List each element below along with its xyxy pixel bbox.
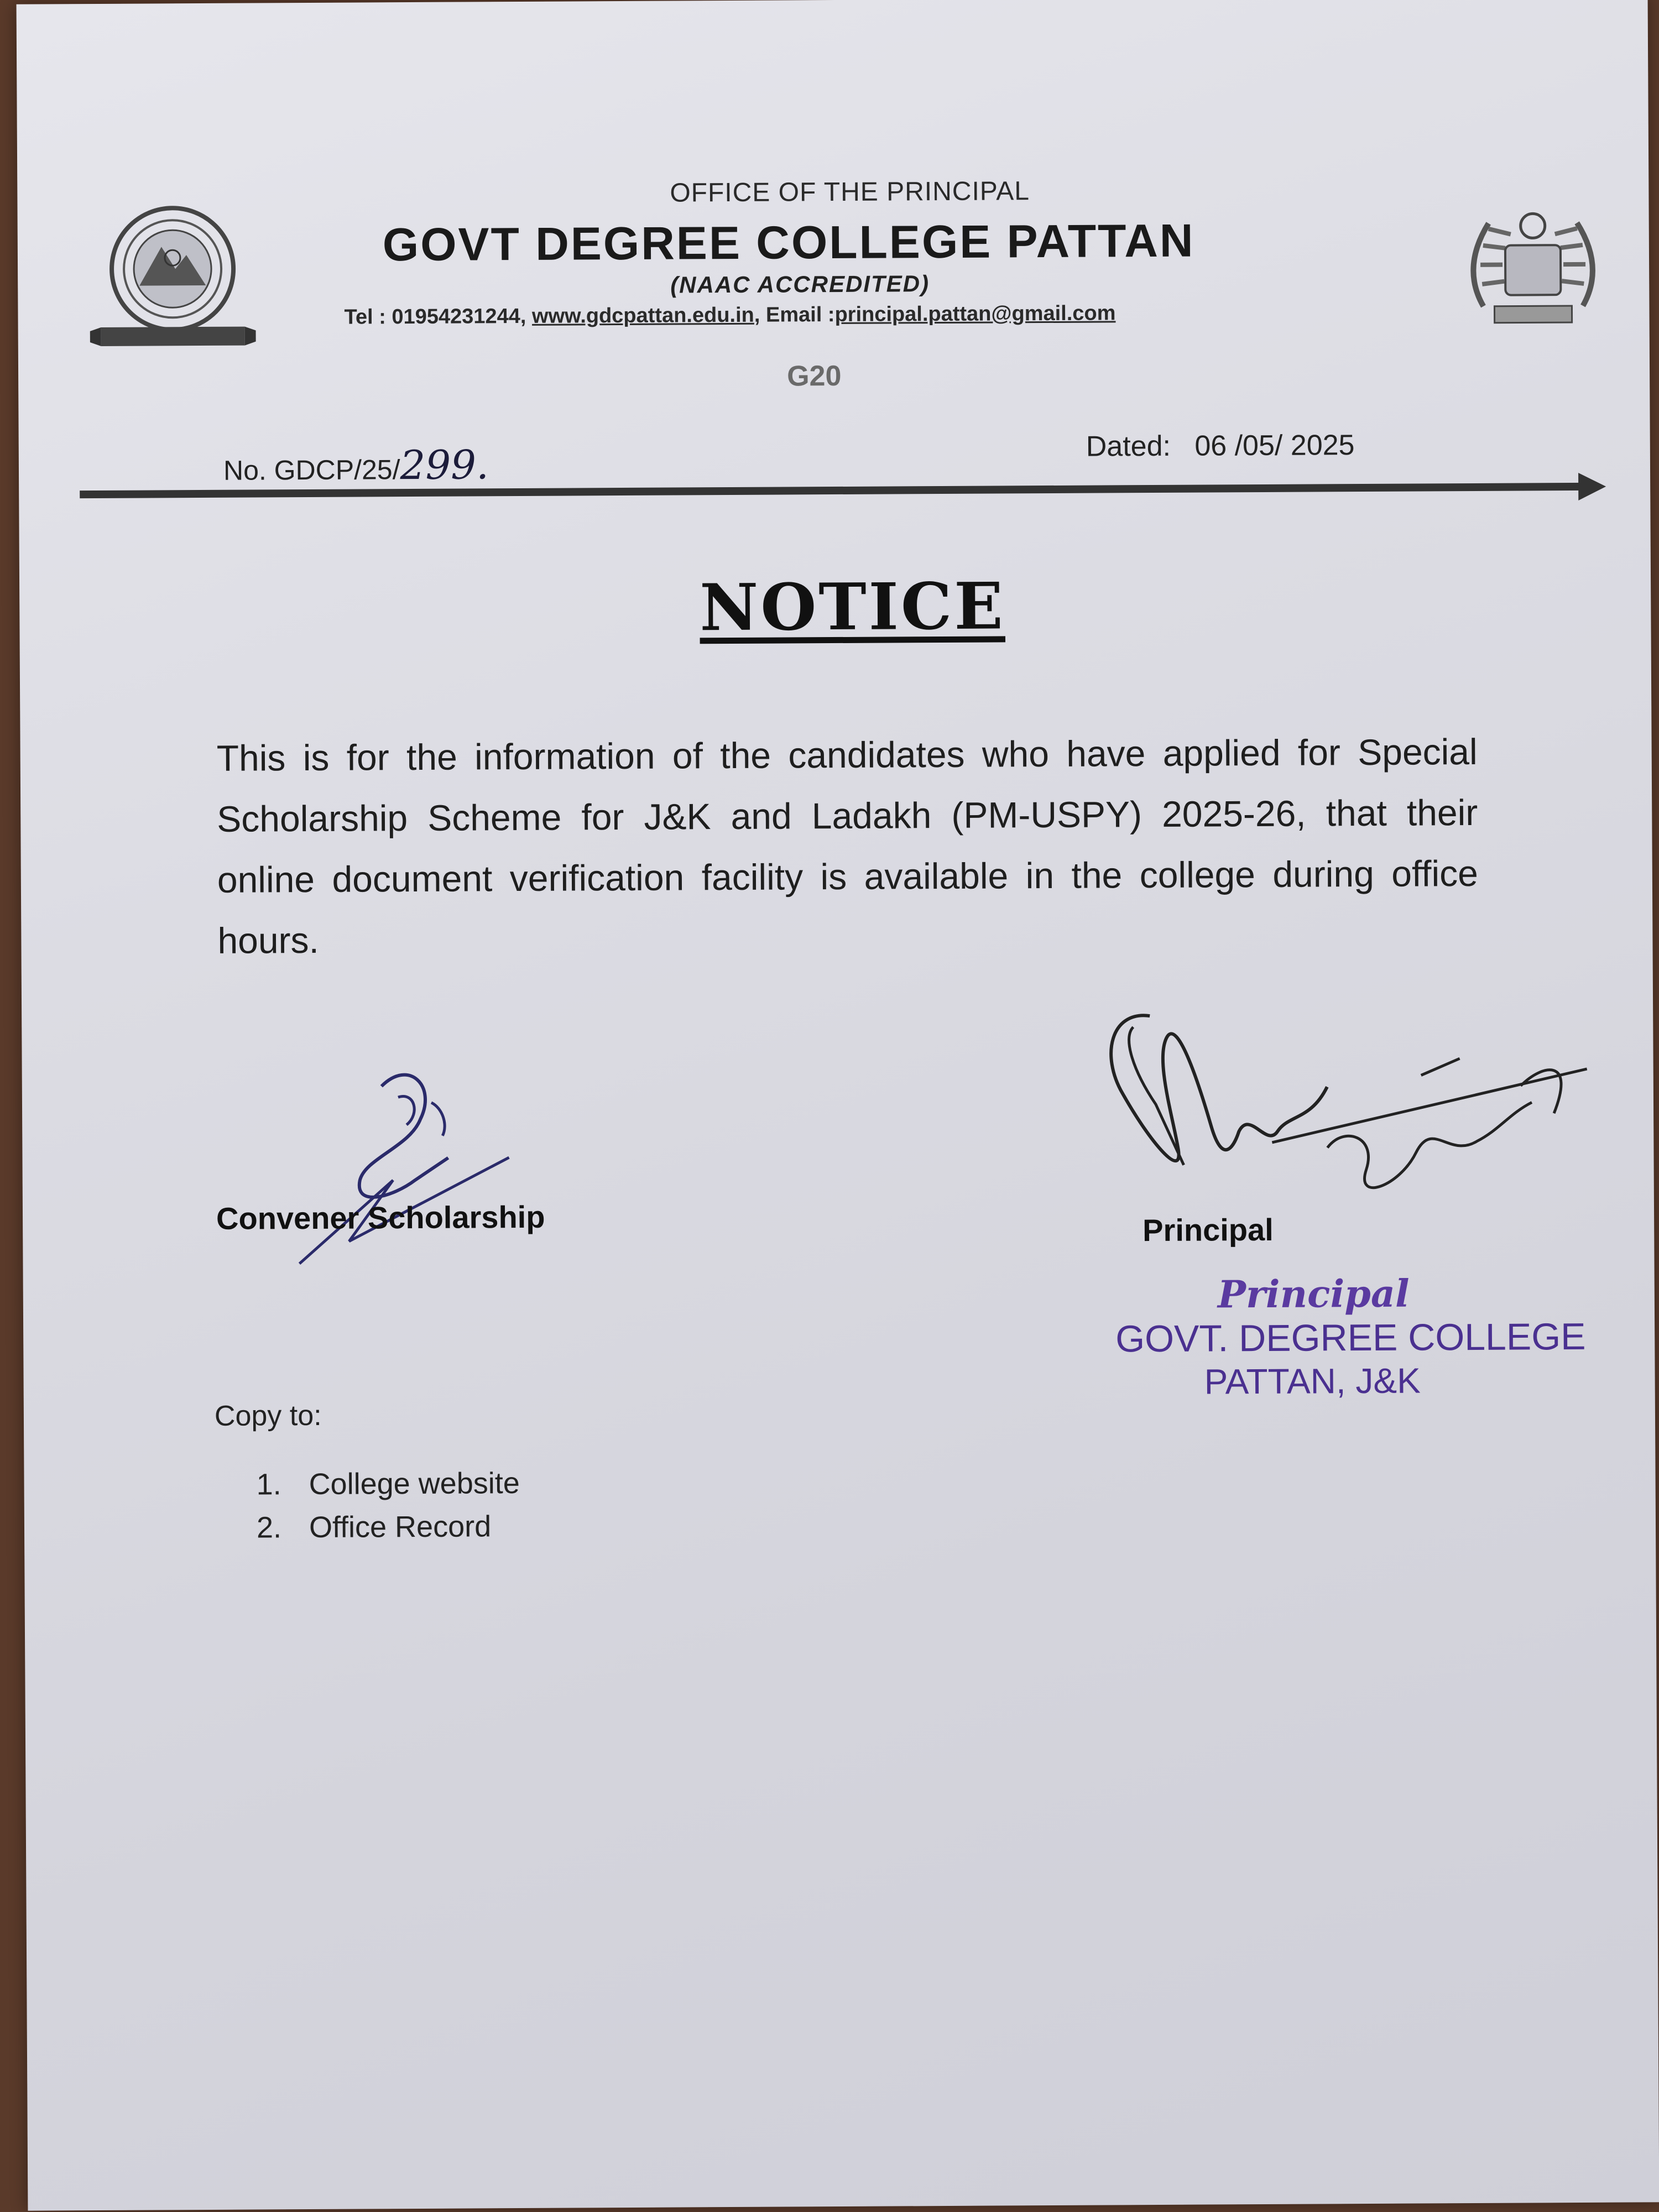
contact-line [344, 301, 1115, 329]
list-text: College website [309, 1467, 520, 1501]
principal-signature-icon [1089, 1003, 1616, 1315]
notice-title: NOTICE [699, 568, 1006, 646]
list-number: 1. [256, 1468, 281, 1501]
list-item [256, 1466, 520, 1510]
divider-arrow-icon [1578, 473, 1606, 500]
college-emblem-icon [89, 202, 256, 363]
g20-logo: G20 [786, 359, 842, 393]
date-line [1086, 429, 1355, 463]
email-link[interactable]: principal.pattan@gmail.com [834, 301, 1116, 327]
list-number: 2. [256, 1511, 282, 1545]
copy-to-label: Copy to: [214, 1399, 322, 1432]
stamp-location: PATTAN, J&K [1204, 1360, 1421, 1402]
office-heading: OFFICE OF THE PRINCIPAL [670, 176, 1030, 208]
reference-prefix: No. GDCP/25/ [223, 454, 400, 486]
notice-document [17, 0, 1659, 2211]
email-label: , Email : [754, 303, 835, 327]
stamp-designation: Principal [1217, 1271, 1410, 1317]
convener-signature-icon [282, 1052, 538, 1275]
notice-body: This is for the information of the candidates who have applied for Special Scholarship Scheme for J&K and Ladakh (PM-USPY) 2025-26, that their online document verification facility is available in the college during office hours. [216, 731, 1479, 961]
list-item [257, 1509, 520, 1553]
dated-label: Dated: [1086, 430, 1171, 463]
principal-label: Principal [1142, 1212, 1274, 1248]
handwritten-number: 299. [400, 441, 489, 489]
reference-number [223, 441, 489, 489]
college-name: GOVT DEGREE COLLEGE PATTAN [382, 214, 1195, 271]
stamp-college: GOVT. DEGREE COLLEGE [1115, 1315, 1586, 1360]
website-link[interactable]: www.gdcpattan.edu.in [531, 303, 754, 328]
government-seal-icon [1449, 195, 1616, 335]
list-text: Office Record [309, 1510, 492, 1545]
convener-label: Convener Scholarship [216, 1199, 545, 1236]
date-value: 06 /05/ 2025 [1194, 429, 1355, 462]
telephone: Tel : 01954231244, [344, 304, 533, 329]
accreditation-label: (NAAC ACCREDITED) [670, 270, 930, 298]
copy-to-list [256, 1466, 520, 1553]
